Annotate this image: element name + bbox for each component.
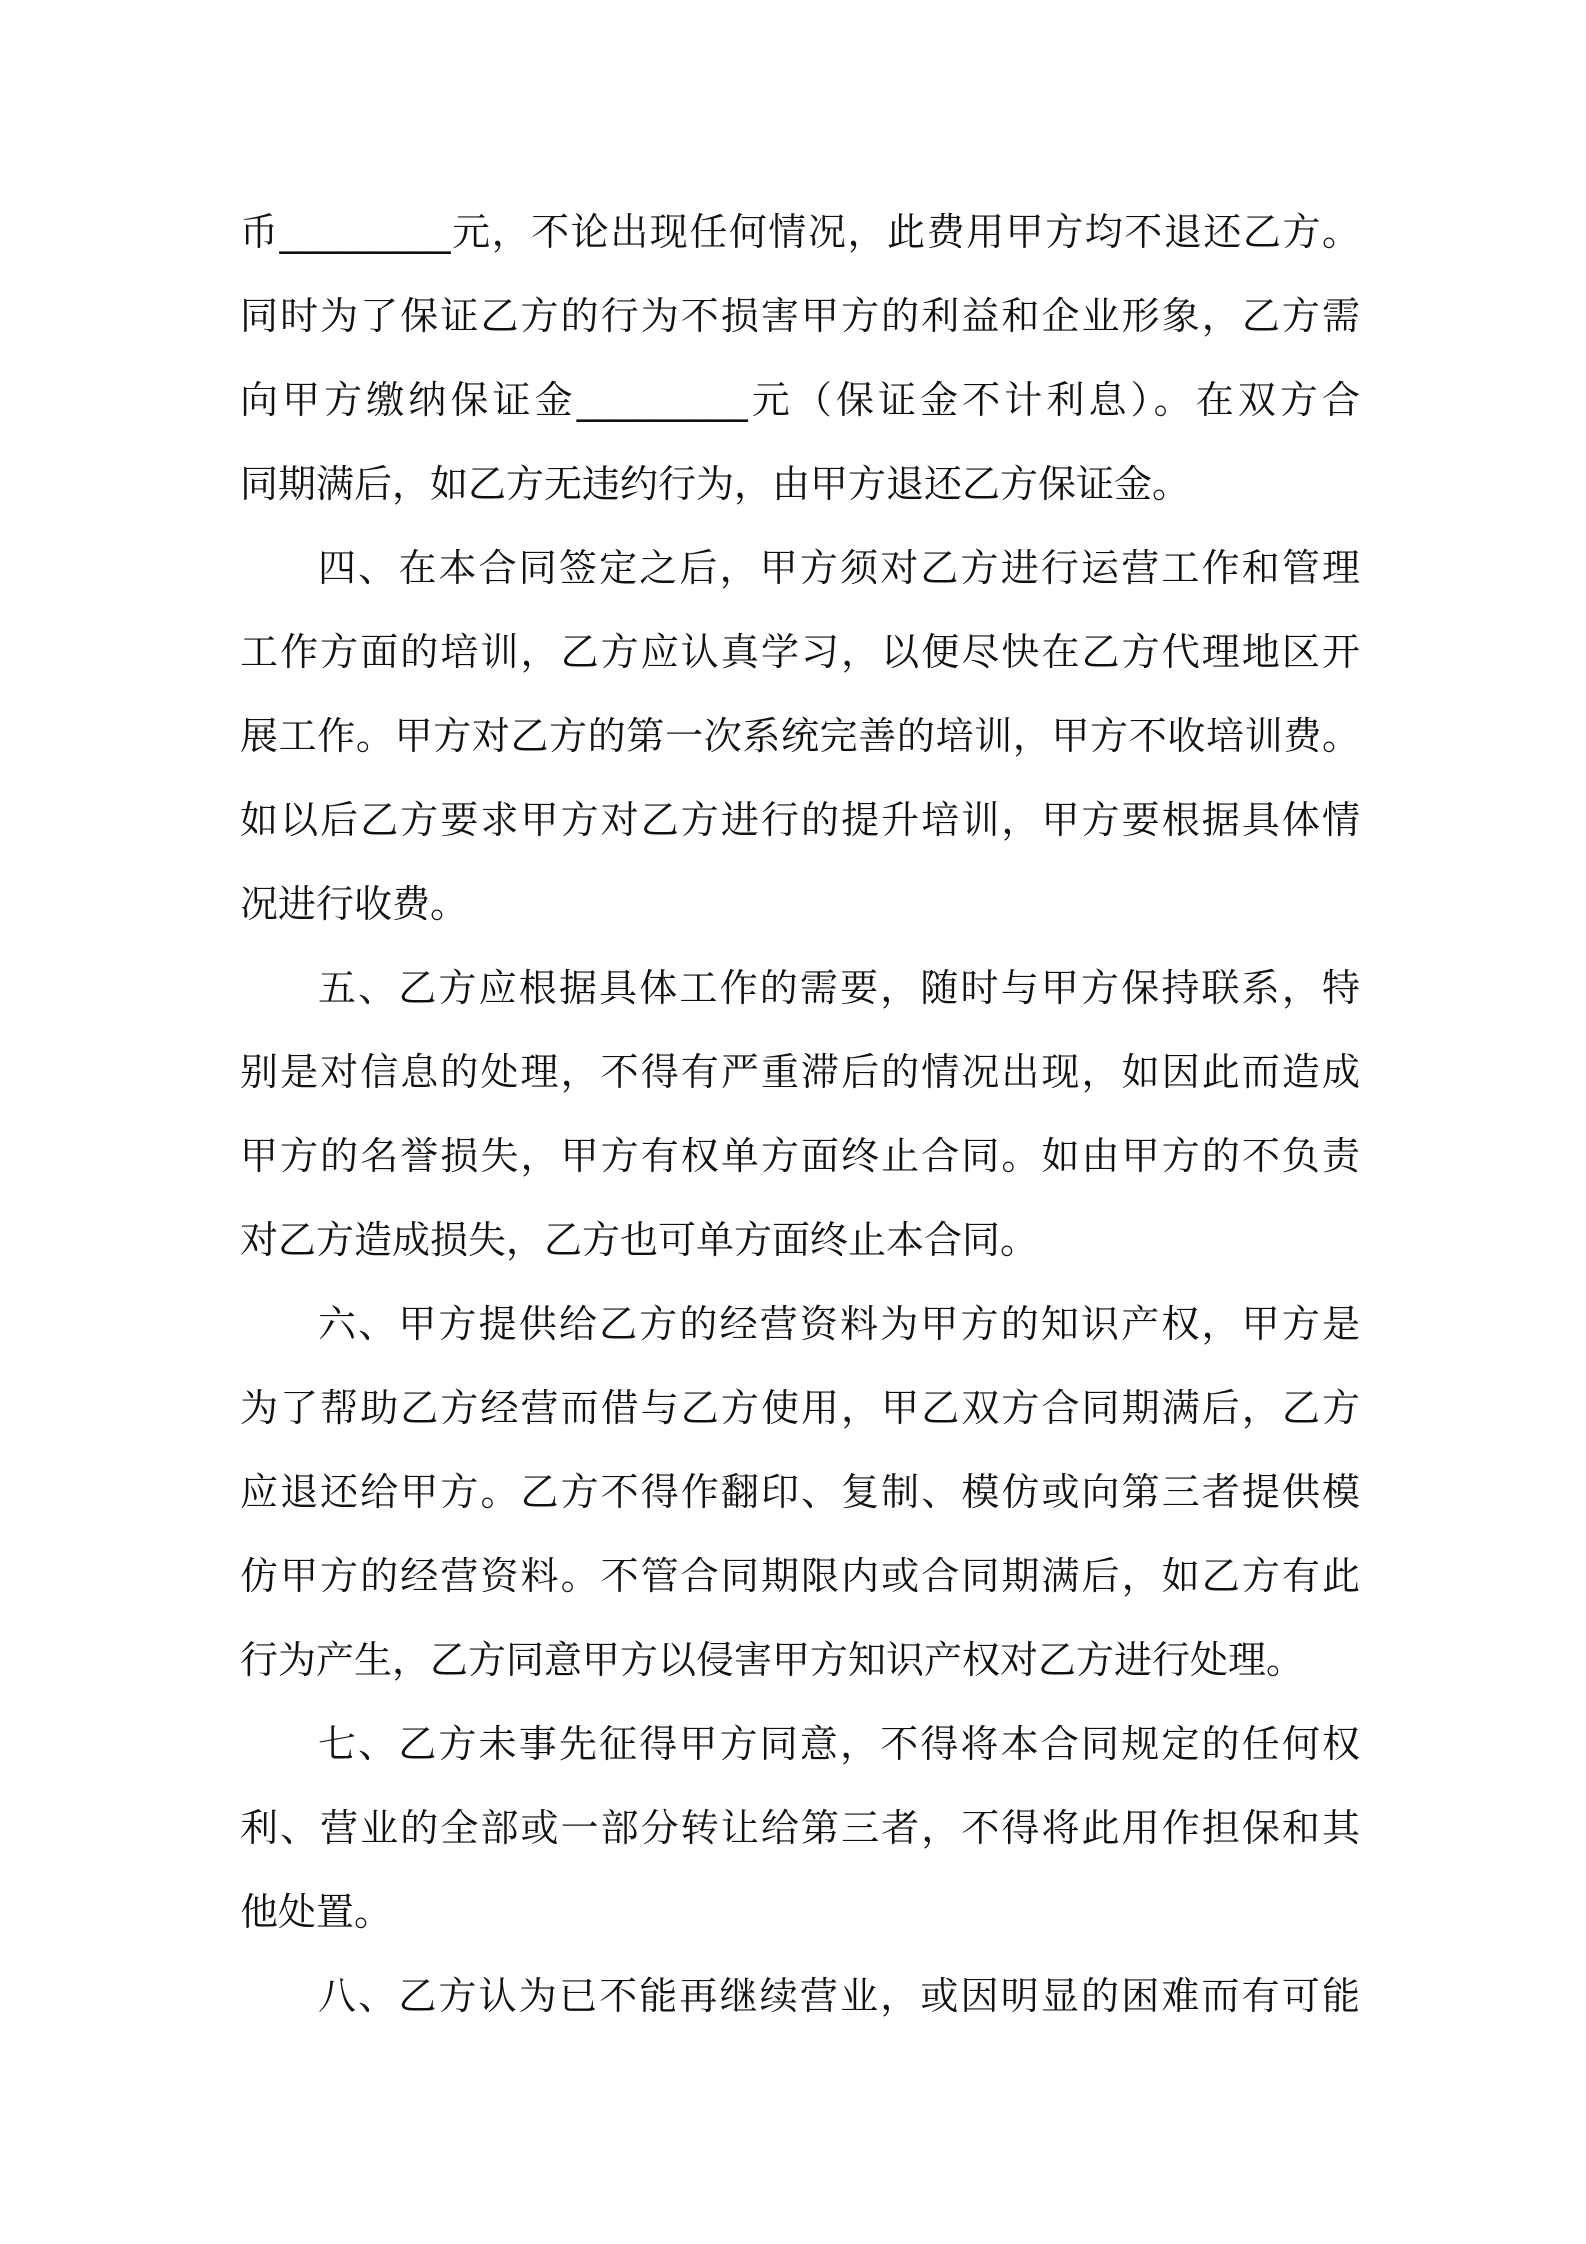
text-line: 同时为了保证乙方的行为不损害甲方的利益和企业形象，乙方需: [240, 294, 1360, 338]
text-line: 况进行收费。: [240, 882, 469, 926]
text-line: 他处置。: [240, 1890, 393, 1934]
text-line: 六、甲方提供给乙方的经营资料为甲方的知识产权，甲方是: [318, 1302, 1360, 1346]
text-line: 工作方面的培训，乙方应认真学习，以便尽快在乙方代理地区开: [240, 630, 1360, 674]
text-line: 币_________元，不论出现任何情况，此费用甲方均不退还乙方。: [240, 210, 1360, 254]
text-line: 为了帮助乙方经营而借与乙方使用，甲乙双方合同期满后，乙方: [240, 1386, 1360, 1430]
text-line: 利、营业的全部或一部分转让给第三者，不得将此用作担保和其: [240, 1806, 1360, 1850]
text-line: 应退还给甲方。乙方不得作翻印、复制、模仿或向第三者提供模: [240, 1470, 1360, 1514]
text-line: 八、乙方认为已不能再继续营业，或因明显的困难而有可能: [318, 1974, 1360, 2018]
text-line: 仿甲方的经营资料。不管合同期限内或合同期满后，如乙方有此: [240, 1554, 1360, 1598]
text-line: 向甲方缴纳保证金_________元（保证金不计利息）。在双方合: [240, 378, 1360, 422]
text-line: 甲方的名誉损失，甲方有权单方面终止合同。如由甲方的不负责: [240, 1134, 1360, 1178]
text-line: 七、乙方未事先征得甲方同意，不得将本合同规定的任何权: [318, 1722, 1360, 1766]
contract-body-text: [240, 190, 1360, 2038]
text-line: 同期满后，如乙方无违约行为，由甲方退还乙方保证金。: [240, 462, 1191, 506]
text-line: 别是对信息的处理，不得有严重滞后的情况出现，如因此而造成: [240, 1050, 1360, 1094]
text-line: 对乙方造成损失，乙方也可单方面终止本合同。: [240, 1218, 1039, 1262]
text-line: 展工作。甲方对乙方的第一次系统完善的培训，甲方不收培训费。: [240, 714, 1360, 758]
text-line: 五、乙方应根据具体工作的需要，随时与甲方保持联系，特: [318, 966, 1360, 1010]
text-line: 如以后乙方要求甲方对乙方进行的提升培训，甲方要根据具体情: [240, 798, 1360, 842]
text-line: 四、在本合同签定之后，甲方须对乙方进行运营工作和管理: [318, 546, 1360, 590]
text-line: 行为产生，乙方同意甲方以侵害甲方知识产权对乙方进行处理。: [240, 1638, 1305, 1682]
